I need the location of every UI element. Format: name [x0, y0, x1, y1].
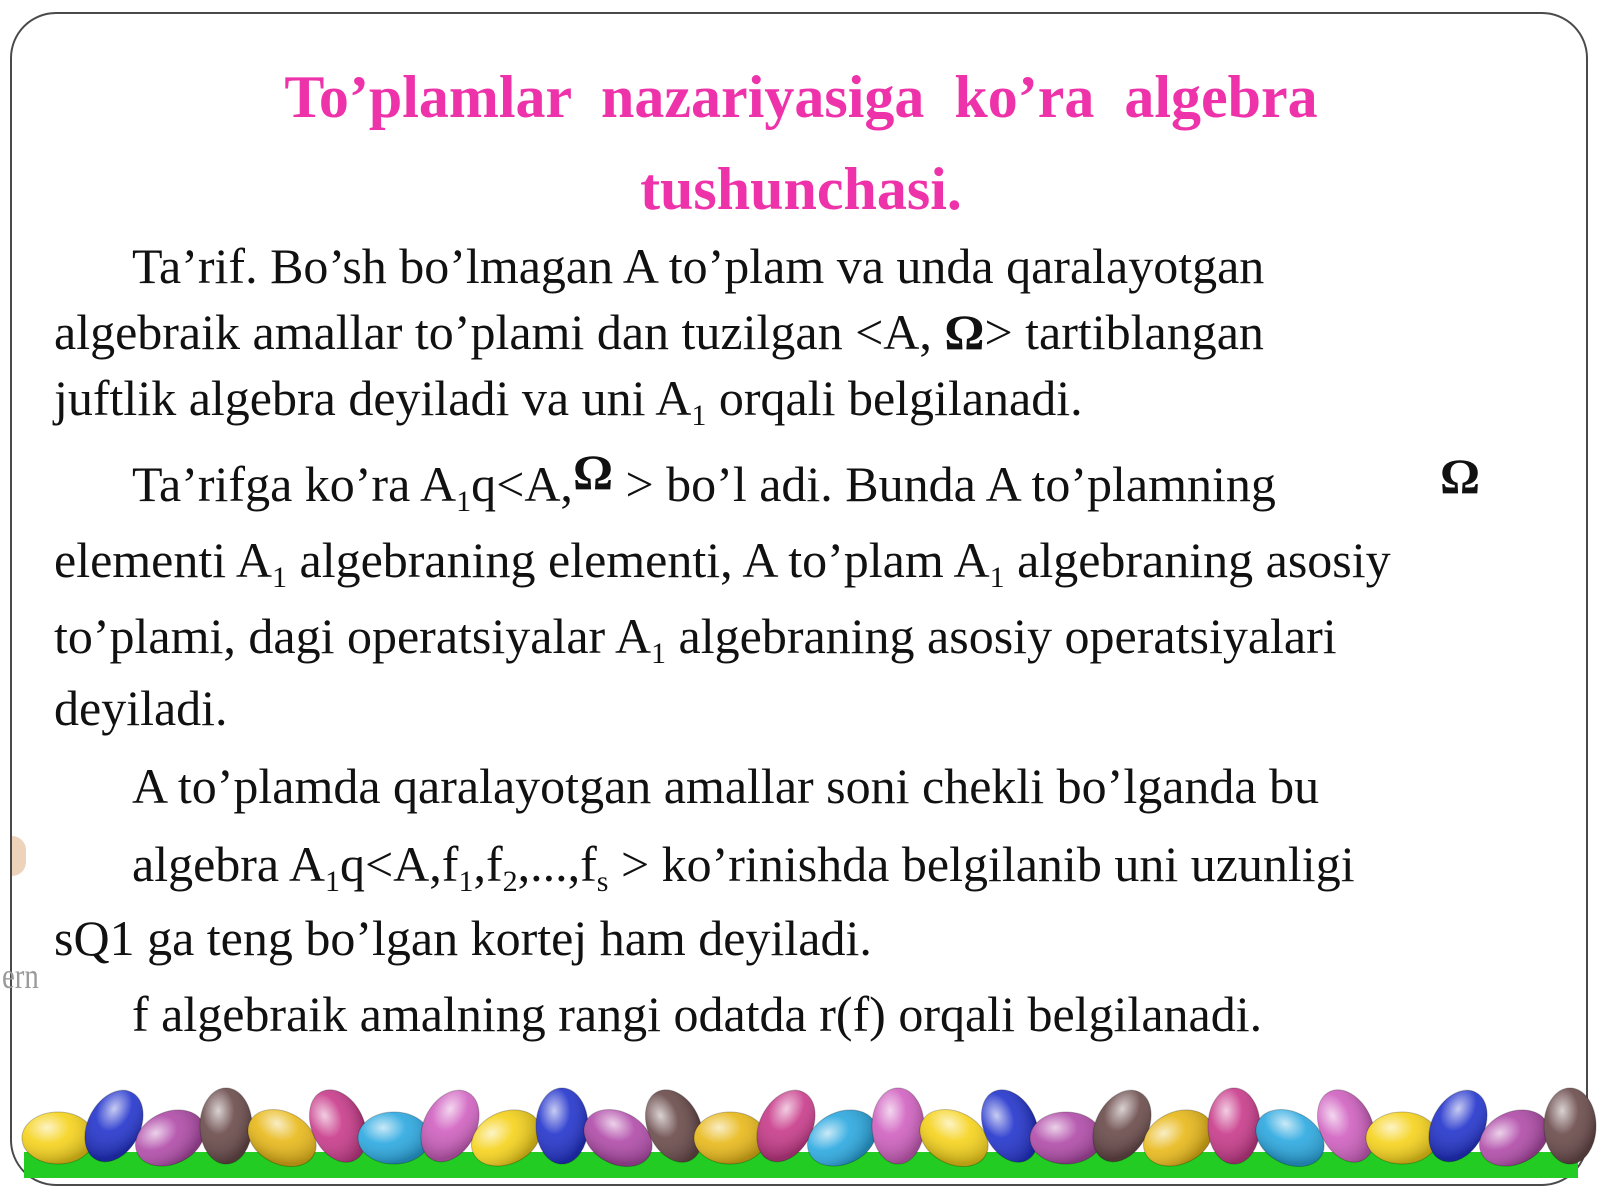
egg — [536, 1088, 588, 1164]
text-span: algebraik amallar to’plami dan tuzilgan <A, — [54, 304, 945, 360]
subscript: 1 — [691, 399, 707, 432]
text-span: ,...,f — [517, 836, 597, 892]
omega-symbol-standalone: Ω — [1440, 448, 1481, 504]
paragraph-4-line-1: f algebraik amalning rangi odatda r(f) orqali belgilanadi. — [132, 986, 1263, 1042]
egg — [200, 1088, 252, 1164]
egg-shine — [200, 1088, 252, 1164]
paragraph-2-line-3 — [54, 606, 1337, 670]
egg-shine — [694, 1112, 766, 1164]
egg-shine — [536, 1088, 588, 1164]
text-span: elementi A — [54, 532, 272, 588]
paragraph-2-line-4: deyiladi. — [54, 680, 228, 736]
egg — [1030, 1112, 1102, 1164]
egg-shine — [1208, 1088, 1260, 1164]
subscript: 2 — [502, 865, 518, 898]
definition-line-1 — [132, 236, 1264, 296]
paragraph-2-line-1 — [132, 444, 1276, 518]
definition-line-2 — [54, 302, 1264, 362]
subscript: 1 — [458, 865, 474, 898]
egg — [1544, 1088, 1596, 1164]
subscript: s — [596, 865, 609, 898]
text-span: juftlik algebra deyiladi va uni A — [54, 370, 692, 426]
egg-shine — [22, 1112, 94, 1164]
subscript: 1 — [272, 561, 287, 594]
omega-symbol: Ω — [572, 444, 613, 500]
text-span: algebraning asosiy — [1004, 532, 1391, 588]
omega-symbol: Ω — [944, 304, 985, 360]
paragraph-3-line-3: sQ1 ga teng bo’lgan kortej ham deyiladi. — [54, 910, 872, 966]
paragraph-2-line-2 — [54, 530, 1391, 594]
left-edge-tab — [12, 836, 26, 876]
egg-border-decoration — [12, 1082, 1590, 1186]
paragraph-3-line-2 — [132, 834, 1355, 898]
title-line-1: To’plamlar nazariyasiga ko’ra algebra — [284, 64, 1318, 130]
text-span: algebra A — [132, 836, 325, 892]
definition-line-3 — [54, 368, 1083, 432]
egg-shine — [1544, 1088, 1596, 1164]
text-span: algebraning asosiy operatsiyalari — [666, 608, 1337, 664]
text-span: Ta’rifga ko’ra A — [132, 456, 457, 512]
text-span: Ta’rif. Bo’sh bo’lmagan A to’plam va unda qaralayotgan — [132, 238, 1265, 294]
text-span: orqali belgilanadi. — [706, 370, 1083, 426]
egg-shine — [358, 1112, 430, 1164]
subscript: 1 — [456, 485, 472, 518]
text-span: > bo’l adi. Bunda A to’plamning — [612, 456, 1276, 512]
text-span: ,f — [473, 836, 503, 892]
egg — [358, 1112, 430, 1164]
title-line-2: tushunchasi. — [640, 156, 962, 222]
egg-shine — [1030, 1112, 1102, 1164]
text-span: algebraning elementi, A to’plam A — [287, 532, 990, 588]
egg — [872, 1088, 924, 1164]
egg-shine — [1366, 1112, 1438, 1164]
subscript: 1 — [324, 865, 340, 898]
text-span: q<A,f — [339, 836, 459, 892]
paragraph-3-line-1: A to’plamda qaralayotgan amallar soni chekli bo’lganda bu — [132, 758, 1320, 814]
text-span: > tartiblangan — [984, 304, 1264, 360]
slide — [2, 12, 1588, 1186]
egg — [22, 1112, 94, 1164]
egg — [694, 1112, 766, 1164]
left-edge-text: ern — [2, 956, 39, 996]
text-span: to’plami, dagi operatsiyalar A — [54, 608, 652, 664]
egg — [1208, 1088, 1260, 1164]
subscript: 1 — [989, 561, 1005, 594]
subscript: 1 — [651, 637, 667, 670]
egg — [1366, 1112, 1438, 1164]
egg-shine — [872, 1088, 924, 1164]
text-span: > ko’rinishda belgilanib uni uzunligi — [608, 836, 1355, 892]
text-span: q<A, — [471, 456, 573, 512]
